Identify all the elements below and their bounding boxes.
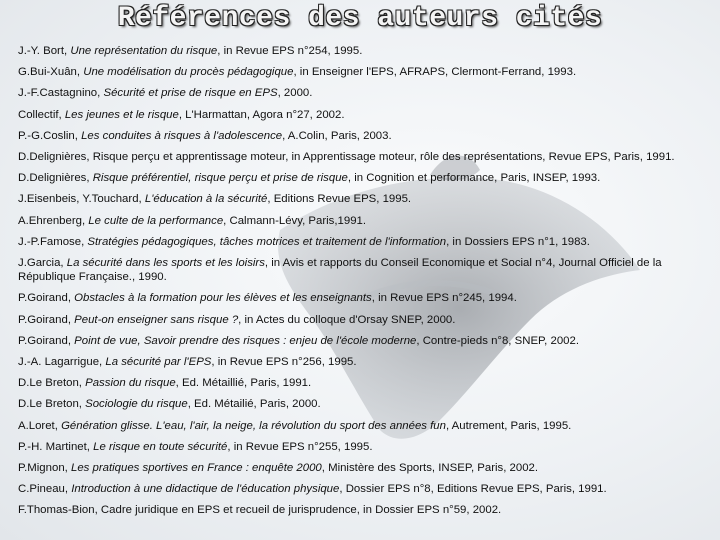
reference-item: J.-Y. Bort, Une représentation du risque, in Revue EPS n°254, 1995. [18, 45, 363, 57]
reference-item: D.Le Breton, Passion du risque, Ed. Métaillié, Paris, 1991. [18, 377, 312, 390]
reference-item: G.Bui-Xuân, Une modélisation du procès pédagogique, in Enseigner l'EPS, AFRAPS, Clermont-Ferrand, 1993. [18, 66, 577, 79]
reference-item: J.-P.Famose, Stratégies pédagogiques, tâches motrices et traitement de l'information, in Dossiers EPS n°1, 1983. [18, 235, 590, 248]
reference-item: J.-F.Castagnino, Sécurité et prise de risque en EPS, 2000. [18, 87, 313, 100]
reference-item: P.Goirand, Peut-on enseigner sans risque ?, in Actes du colloque d'Orsay SNEP, 2000. [18, 313, 456, 326]
reference-item: D.Delignières, Risque préférentiel, risque perçu et prise de risque, in Cognition et performance, Paris, INSEP, 1993. [18, 172, 601, 185]
reference-item: J.Garcia, La sécurité dans les sports et les loisirs, in Avis et rapports du Conseil Economique et Social n°4, Journal Officiel de la République Française., 1990. [18, 257, 662, 284]
reference-item: J.-A. Lagarrigue, La sécurité par l'EPS, in Revue EPS n°256, 1995. [18, 356, 357, 369]
reference-item: A.Ehrenberg, Le culte de la performance, Calmann-Lévy, Paris,1991. [18, 214, 367, 227]
reference-item: D.Delignières, Risque perçu et apprentissage moteur, in Apprentissage moteur, rôle des représentations, Revue EPS, Paris, 1991. [18, 151, 675, 164]
reference-item: P.Goirand, Point de vue, Savoir prendre des risques : enjeu de l'école moderne, Contre-pieds n°8, SNEP, 2002. [18, 334, 580, 347]
reference-item: P.-G.Coslin, Les conduites à risques à l'adolescence, A.Colin, Paris, 2003. [18, 129, 392, 142]
reference-item: D.Le Breton, Sociologie du risque, Ed. Métailié, Paris, 2000. [18, 398, 321, 411]
reference-item: P.Goirand, Obstacles à la formation pour les élèves et les enseignants, in Revue EPS n°245, 1994. [18, 292, 517, 305]
reference-item: Collectif, Les jeunes et le risque, L'Harmattan, Agora n°27, 2002. [18, 108, 345, 121]
page-title: Références des auteurs cités [117, 3, 603, 34]
reference-item: P.Mignon, Les pratiques sportives en France : enquête 2000, Ministère des Sports, INSEP, Paris, 2002. [18, 462, 539, 475]
reference-item: A.Loret, Génération glisse. L'eau, l'air, la neige, la révolution du sport des années fun, Autrement, Paris, 1995. [18, 419, 572, 432]
reference-list [18, 44, 708, 525]
reference-item: P.-H. Martinet, Le risque en toute sécurité, in Revue EPS n°255, 1995. [18, 440, 373, 453]
reference-item: J.Eisenbeis, Y.Touchard, L'éducation à la sécurité, Editions Revue EPS, 1995. [18, 193, 412, 206]
reference-item: F.Thomas-Bion, Cadre juridique en EPS et recueil de jurisprudence, in Dossier EPS n°59, 2002. [18, 504, 502, 517]
reference-item: C.Pineau, Introduction à une didactique de l'éducation physique, Dossier EPS n°8, Editions Revue EPS, Paris, 1991. [18, 483, 607, 496]
